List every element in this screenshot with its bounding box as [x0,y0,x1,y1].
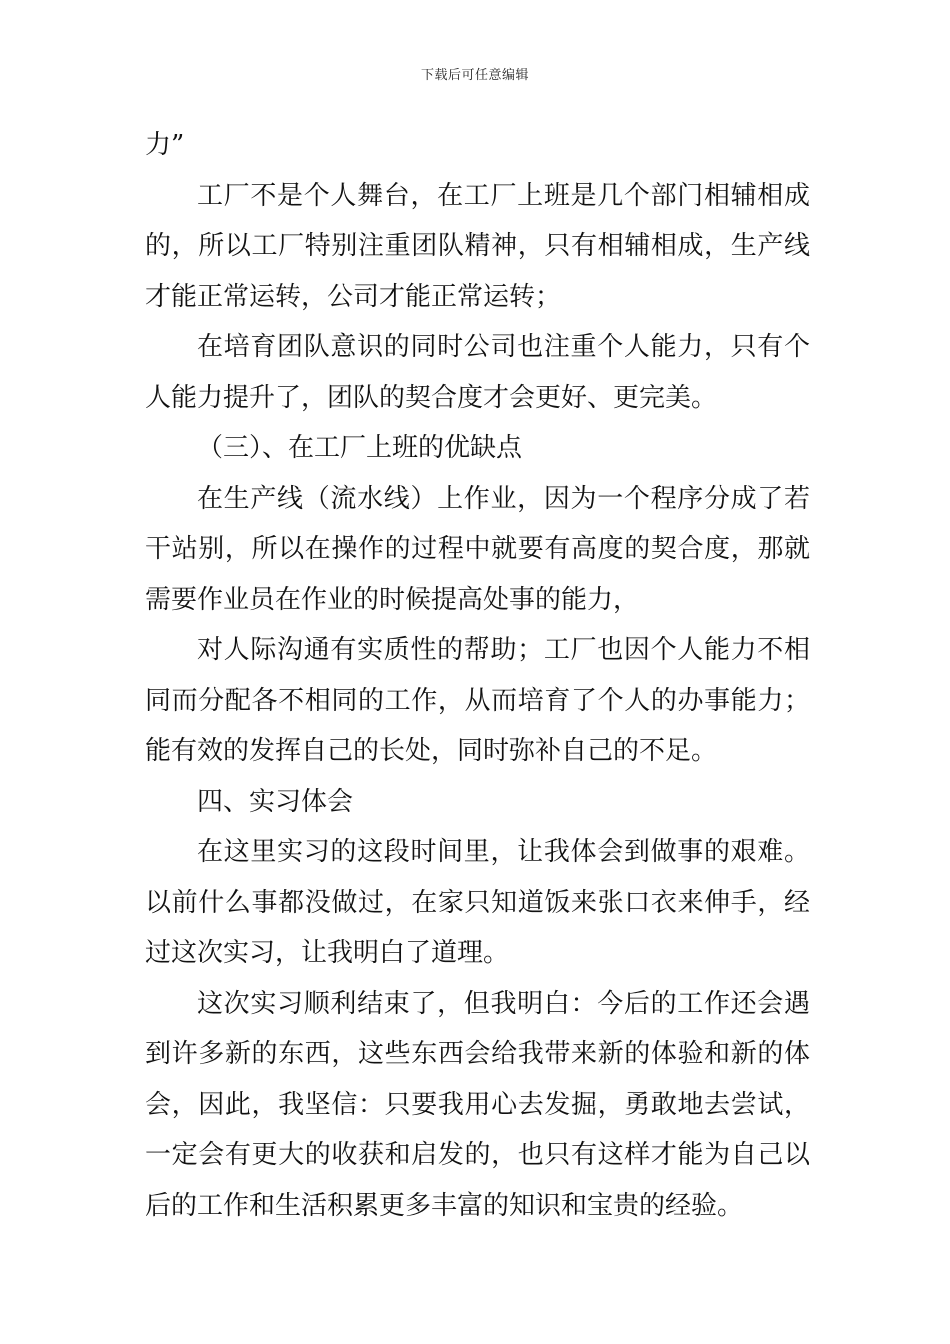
paragraph-internship-difficulty: 在这里实习的这段时间里，让我体会到做事的艰难。以前什么事都没做过，在家只知道饭来张口衣来伸手，经过这次实习，让我明白了道理。 [145,837,810,968]
section-heading-pros-cons: （三）、在工厂上班的优缺点 [197,433,523,463]
paragraph-teamwork: 工厂不是个人舞台，在工厂上班是几个部门相辅相成的，所以工厂特别注重团队精神，只有相辅相成，生产线才能正常运转，公司才能正常运转； [145,180,810,312]
paragraph-conclusion: 这次实习顺利结束了，但我明白：今后的工作还会遇到许多新的东西，这些东西会给我带来新的体验和新的体会，因此，我坚信：只要我用心去发掘，勇敢地去尝试，一定会有更大的收获和启发的，也只有这样才能为自己以后的工作和生活积累更多丰富的知识和宝贵的经验。 [145,988,810,1221]
page-header: 下载后可任意编辑 [420,68,529,83]
paragraph-communication: 对人际沟通有实质性的帮助；工厂也因个人能力不相同而分配各不相同的工作，从而培育了个人的办事能力；能有效的发挥自己的长处，同时弥补自己的不足。 [145,635,810,766]
paragraph-individual-ability: 在培育团队意识的同时公司也注重个人能力，只有个人能力提升了，团队的契合度才会更好、更完美。 [145,332,810,413]
paragraph-production-line: 在生产线（流水线）上作业，因为一个程序分成了若干站别，所以在操作的过程中就要有高度的契合度，那就需要作业员在作业的时候提高处事的能力， [145,483,810,615]
section-heading-experience: 四、实习体会 [197,786,354,817]
document-body [145,120,810,1231]
paragraph-continuation: 力” [145,130,185,160]
